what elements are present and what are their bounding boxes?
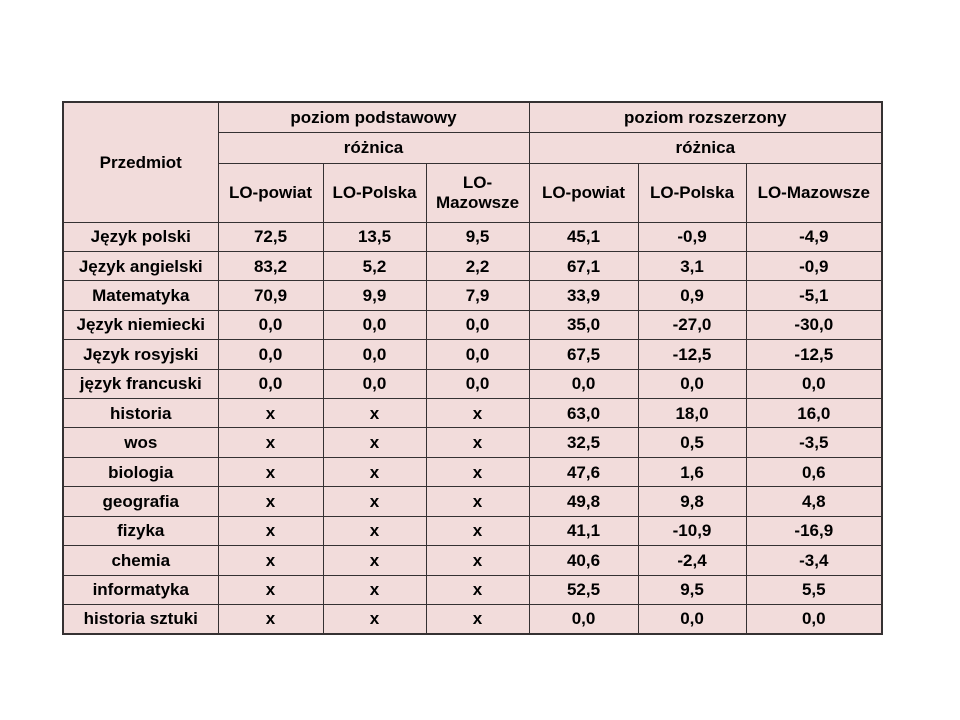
value-cell: x [218, 487, 323, 516]
group-header-row [63, 102, 882, 132]
table-row [63, 457, 882, 486]
value-cell: 0,0 [746, 369, 882, 398]
table-row [63, 310, 882, 339]
table-row [63, 604, 882, 634]
value-cell: -12,5 [638, 340, 746, 369]
value-cell: 0,0 [218, 369, 323, 398]
value-cell: 9,5 [638, 575, 746, 604]
subject-cell: biologia [63, 457, 218, 486]
value-cell: x [426, 428, 529, 457]
table-row [63, 487, 882, 516]
value-cell: -0,9 [638, 222, 746, 251]
table-body [63, 222, 882, 634]
subject-cell: historia sztuki [63, 604, 218, 634]
subject-cell: chemia [63, 546, 218, 575]
value-cell: x [218, 457, 323, 486]
value-cell: 0,0 [746, 604, 882, 634]
value-cell: -10,9 [638, 516, 746, 545]
table-row [63, 281, 882, 310]
subject-cell: fizyka [63, 516, 218, 545]
value-cell: 4,8 [746, 487, 882, 516]
value-cell: x [426, 604, 529, 634]
value-cell: 9,9 [323, 281, 426, 310]
value-cell: 0,0 [323, 340, 426, 369]
value-cell: 47,6 [529, 457, 638, 486]
subject-cell: Język angielski [63, 251, 218, 280]
subject-cell: wos [63, 428, 218, 457]
value-cell: x [323, 487, 426, 516]
subject-cell: Matematyka [63, 281, 218, 310]
value-cell: x [426, 516, 529, 545]
column-header-ext-lo-mazowsze: LO-Mazowsze [746, 163, 882, 222]
value-cell: 33,9 [529, 281, 638, 310]
table-row [63, 399, 882, 428]
value-cell: x [426, 546, 529, 575]
value-cell: 0,0 [426, 310, 529, 339]
value-cell: 0,0 [426, 340, 529, 369]
value-cell: x [218, 428, 323, 457]
table-row [63, 428, 882, 457]
group-header-extended: poziom rozszerzony [529, 102, 882, 132]
value-cell: x [426, 457, 529, 486]
value-cell: 40,6 [529, 546, 638, 575]
value-cell: 0,0 [638, 369, 746, 398]
value-cell: x [218, 516, 323, 545]
table-row [63, 369, 882, 398]
corner-header: Przedmiot [63, 102, 218, 222]
value-cell: x [218, 604, 323, 634]
column-header-basic-lo-polska: LO-Polska [323, 163, 426, 222]
column-header-basic-lo-mazowsze: LO-Mazowsze [426, 163, 529, 222]
value-cell: 83,2 [218, 251, 323, 280]
value-cell: 0,0 [426, 369, 529, 398]
value-cell: 49,8 [529, 487, 638, 516]
value-cell: x [218, 575, 323, 604]
table-row [63, 222, 882, 251]
value-cell: 41,1 [529, 516, 638, 545]
value-cell: -30,0 [746, 310, 882, 339]
subject-cell: informatyka [63, 575, 218, 604]
value-cell: 0,0 [218, 340, 323, 369]
subject-cell: język francuski [63, 369, 218, 398]
value-cell: 67,5 [529, 340, 638, 369]
value-cell: x [323, 604, 426, 634]
value-cell: 5,5 [746, 575, 882, 604]
subject-cell: Język rosyjski [63, 340, 218, 369]
value-cell: 0,6 [746, 457, 882, 486]
subject-cell: historia [63, 399, 218, 428]
value-cell: x [426, 399, 529, 428]
value-cell: 18,0 [638, 399, 746, 428]
value-cell: 32,5 [529, 428, 638, 457]
value-cell: 72,5 [218, 222, 323, 251]
value-cell: 3,1 [638, 251, 746, 280]
sub-header-extended: różnica [529, 132, 882, 163]
value-cell: -16,9 [746, 516, 882, 545]
value-cell: x [323, 428, 426, 457]
value-cell: 0,0 [323, 310, 426, 339]
table-row [63, 340, 882, 369]
value-cell: x [323, 516, 426, 545]
value-cell: 52,5 [529, 575, 638, 604]
value-cell: 0,0 [638, 604, 746, 634]
value-cell: 0,0 [218, 310, 323, 339]
column-header-basic-lo-powiat: LO-powiat [218, 163, 323, 222]
subject-cell: Język niemiecki [63, 310, 218, 339]
value-cell: x [323, 546, 426, 575]
value-cell: 16,0 [746, 399, 882, 428]
value-cell: x [323, 399, 426, 428]
value-cell: x [426, 487, 529, 516]
value-cell: 0,9 [638, 281, 746, 310]
table-header [63, 102, 882, 222]
value-cell: -3,5 [746, 428, 882, 457]
value-cell: -3,4 [746, 546, 882, 575]
value-cell: -0,9 [746, 251, 882, 280]
table-row [63, 546, 882, 575]
results-table [62, 101, 883, 635]
value-cell: 67,1 [529, 251, 638, 280]
value-cell: 0,0 [529, 369, 638, 398]
value-cell: 5,2 [323, 251, 426, 280]
value-cell: 1,6 [638, 457, 746, 486]
value-cell: 7,9 [426, 281, 529, 310]
value-cell: 63,0 [529, 399, 638, 428]
value-cell: x [218, 399, 323, 428]
value-cell: x [426, 575, 529, 604]
value-cell: -4,9 [746, 222, 882, 251]
value-cell: x [218, 546, 323, 575]
value-cell: 0,0 [323, 369, 426, 398]
value-cell: 0,0 [529, 604, 638, 634]
value-cell: 9,5 [426, 222, 529, 251]
value-cell: -12,5 [746, 340, 882, 369]
subject-cell: geografia [63, 487, 218, 516]
value-cell: 70,9 [218, 281, 323, 310]
column-header-ext-lo-polska: LO-Polska [638, 163, 746, 222]
value-cell: 35,0 [529, 310, 638, 339]
value-cell: 45,1 [529, 222, 638, 251]
value-cell: 0,5 [638, 428, 746, 457]
table-row [63, 575, 882, 604]
value-cell: -5,1 [746, 281, 882, 310]
value-cell: 2,2 [426, 251, 529, 280]
value-cell: x [323, 457, 426, 486]
subject-cell: Język polski [63, 222, 218, 251]
table-row [63, 516, 882, 545]
group-header-basic: poziom podstawowy [218, 102, 529, 132]
value-cell: -2,4 [638, 546, 746, 575]
value-cell: -27,0 [638, 310, 746, 339]
value-cell: 9,8 [638, 487, 746, 516]
column-header-ext-lo-powiat: LO-powiat [529, 163, 638, 222]
table-row [63, 251, 882, 280]
value-cell: 13,5 [323, 222, 426, 251]
value-cell: x [323, 575, 426, 604]
sub-header-basic: różnica [218, 132, 529, 163]
